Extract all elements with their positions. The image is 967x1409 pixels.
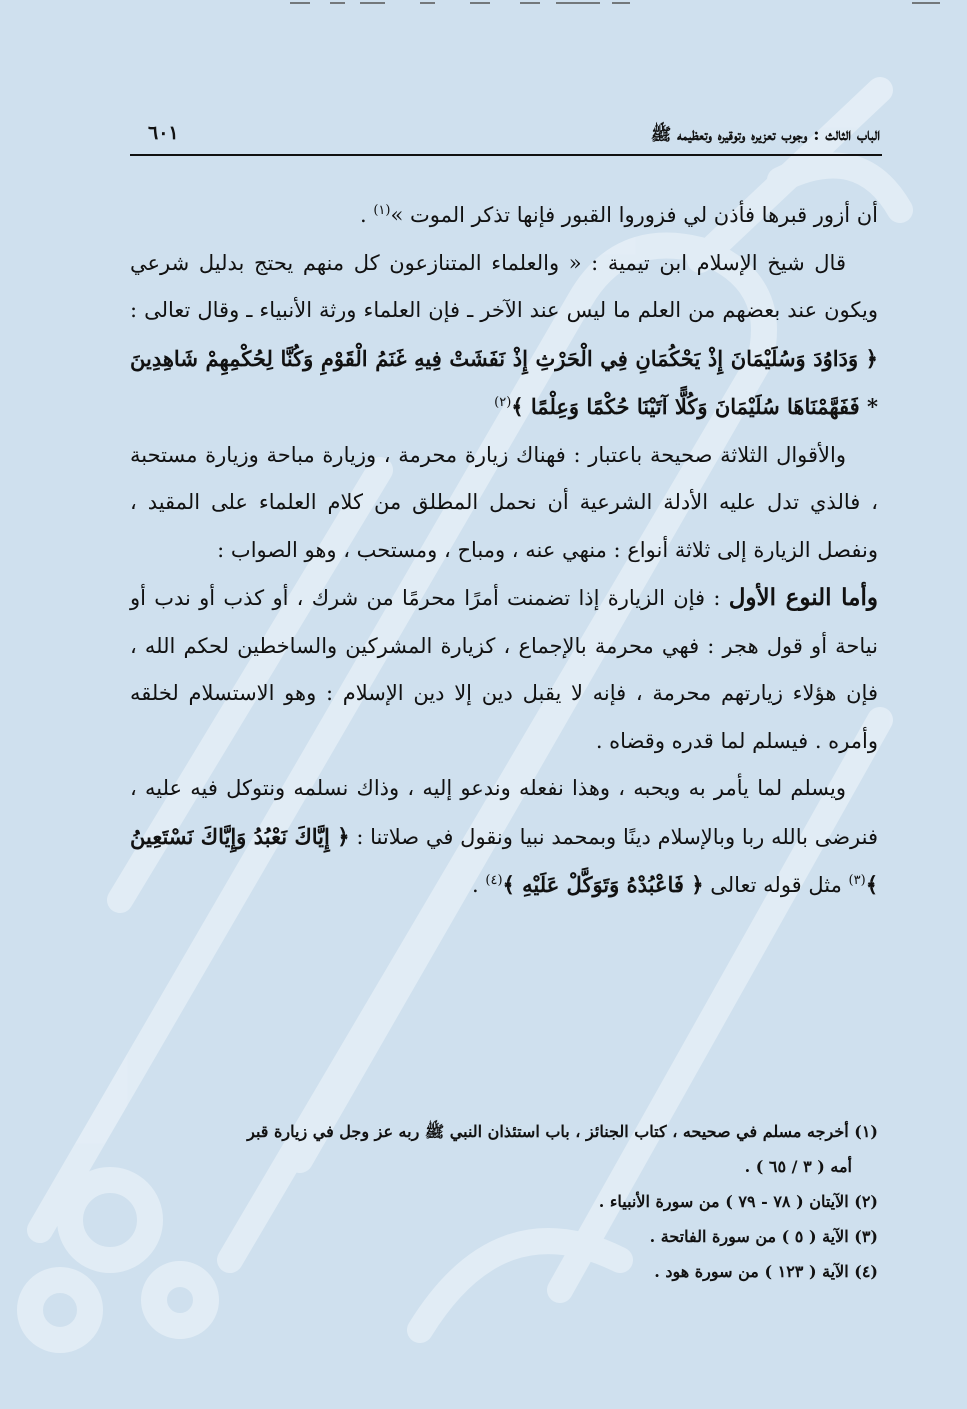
page-number: ٦٠١ [148, 122, 179, 144]
footnote-2: (٢) الآيتان ( ٧٨ - ٧٩ ) من سورة الأنبياء . [598, 1192, 878, 1211]
text-span: أن أزور قبرها فأذن لي فزوروا القبور فإنها تذكر الموت » [390, 203, 878, 227]
quran-verse: ﴿ إِيَّاكَ نَعْبُدُ وَإِيَّاكَ نَسْتَعِينُ ﴾ [130, 823, 878, 897]
paragraph-5 [130, 765, 878, 910]
chapter-title: الباب الثالث : وجوب تعزيره وتوقيره وتعظيمه ﷺ [650, 125, 880, 145]
footnotes [130, 1115, 878, 1290]
footnote-1: (١) أخرجه مسلم في صحيحه ، كتاب الجنائز ، باب استئذان النبي ﷺ ربه عز وجل في زيارة قبر [247, 1122, 878, 1141]
quran-verse: ﴿ وَدَاوُدَ وَسُلَيْمَانَ إِذْ يَحْكُمَانِ فِي الْحَرْثِ إِذْ نَفَشَتْ فِيهِ غَنَمُ الْقَوْمِ وَكُنَّا لِحُكْمِهِمْ شَاهِدِينَ * فَفَهَّمْنَاهَا سُلَيْمَانَ وَكُلًّا آتَيْنَا حُكْمًا وَعِلْمًا ﴾ [130, 345, 878, 419]
running-header [130, 120, 882, 156]
paragraph-3 [130, 432, 878, 575]
footnote-ref-3: (٣) [848, 873, 866, 888]
text-span: قال شيخ الإسلام ابن تيمية : « والعلماء المتنازعون كل منهم يحتج بدليل شرعي ويكون عند بعضهم من العلم ما ليس عند الآخر ـ فإن العلماء ورثة الأنبياء ـ وقال تعالى : [130, 250, 878, 322]
main-text [130, 192, 878, 910]
paragraph-2 [130, 240, 878, 432]
paragraph-4 [130, 574, 878, 765]
footnote-ref-1: (١) [373, 203, 391, 218]
text-span: : فإن الزيارة إذا تضمنت أمرًا محرمًا من شرك ، أو كذب أو ندب أو نياحة أو قول هجر : فهي محرمة بالإجماع ، كزيارة المشركين والساخطين لحكم الله ، فإن هؤلاء زيارتهم محرمة ، فإنه لا يقبل دين إلا دين الإسلام : وهو الاستسلام لخلقه وأمره . فيسلم لما قدره وقضاه . [130, 586, 878, 753]
footnote-4: (٤) الآية ( ١٢٣ ) من سورة هود . [654, 1262, 878, 1281]
footnote-ref-2: (٢) [494, 395, 512, 410]
scan-edge-marks [0, 0, 967, 10]
text-span: مثل قوله تعالى [703, 873, 849, 897]
text-span: . [359, 203, 374, 227]
text-span: ويسلم لما يأمر به ويحبه ، وهذا نفعله وندعو إليه ، وذاك نسلمه ونتوكل فيه عليه ، فنرضى بالله ربا وبالإسلام دينًا وبمحمد نبيا ونقول في صلاتنا : [130, 776, 878, 849]
text-span: والأقوال الثلاثة صحيحة باعتبار : فهناك زيارة محرمة ، وزيارة مباحة وزيارة مستحبة ، فالذي تدل عليه الأدلة الشرعية أن نحمل المطلق من كلام العلماء على المقيد ، ونفصل الزيارة إلى ثلاثة أنواع : منهي عنه ، ومباح ، ومستحب ، وهو الصواب : [130, 442, 878, 562]
footnote-3: (٣) الآية ( ٥ ) من سورة الفاتحة . [649, 1227, 878, 1246]
footnote-1-continued: أمه ( ٣ / ٦٥ ) . [744, 1157, 852, 1176]
text-span: . [472, 873, 486, 897]
quran-verse: ﴿ فَاعْبُدْهُ وَتَوَكَّلْ عَلَيْهِ ﴾ [502, 872, 704, 897]
section-lead: وأما النوع الأول [728, 584, 878, 611]
footnote-ref-4: (٤) [485, 873, 503, 888]
paragraph-1 [130, 192, 878, 240]
